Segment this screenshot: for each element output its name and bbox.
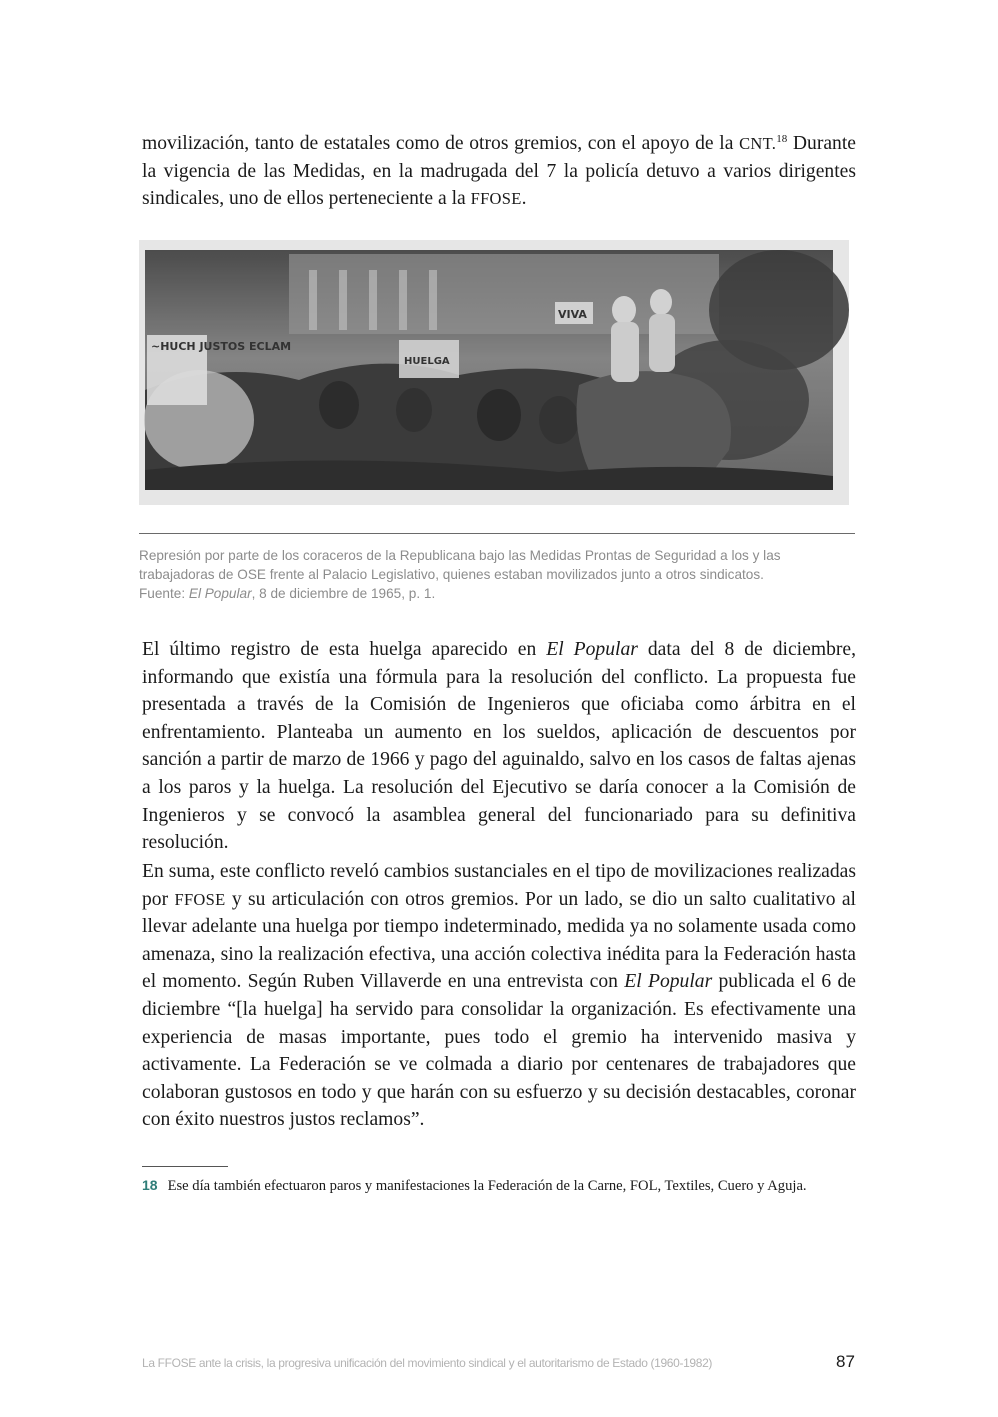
- sign-right-text: VIVA: [558, 308, 587, 321]
- sign-left-text: ~HUCH JUSTOS ECLAM: [151, 340, 292, 353]
- protest-photo: [139, 240, 849, 505]
- footnote-18: [142, 1175, 862, 1196]
- paragraph-2: En suma, este conflicto reveló cambios sustanciales en el tipo de movilizaciones realizadas por FFOSE y su articulación con otros gremios. Por un lado, se dio un salto cualitativo al llevar adelante una huelga por tiempo indeterminado, medida ya no solamente usada como amenaza, sino la realización efectiva, una acción colectiva inédita para la Federación hasta el momento. Según Ruben Villaverde en una entrevista con El Popular publicada el 6 de diciembre “[la huelga] ha servido para consolidar la organización. Es efectivamente una experiencia de masas importante, pues todo el gremio ha intervenido masiva y activamente. La Federación se ve colmada a diario por centenares de trabajadores que colaboran gustosos en todo y que harán con su esfuerzo y su decisión destacables, coronar con éxito nuestros justos reclamos”.: [142, 861, 856, 1131]
- newspaper-title: El Popular: [546, 639, 638, 660]
- sign-middle-text: HUELGA: [404, 356, 450, 367]
- caption-source-title: El Popular: [188, 586, 252, 601]
- running-footer: La FFOSE ante la crisis, la progresiva unificación del movimiento sindical y el autoritarismo de Estado (1960-1982): [142, 1356, 713, 1370]
- paragraph-1: El último registro de esta huelga aparecido en El Popular data del 8 de diciembre, informando que existía una fórmula para la resolución del conflicto. La propuesta fue presentada a través de la Comisión de Ingenieros que oficiaba como árbitra en el enfrentamiento. Planteaba un aumento en los sueldos, aplicación de descuentos por sanción a partir de marzo de 1966 y pago del aguinaldo, salvo en los casos de faltas ajenas a los paros y la huelga. La resolución del Ejecutivo se daría conocer a la Comisión de Ingenieros y se convocó la asamblea general del funcionariado para su definitiva resolución.: [142, 639, 856, 854]
- page-number: 87: [836, 1352, 855, 1371]
- footnote-number: 18: [142, 1177, 158, 1193]
- abbr-ffose: FFOSE: [174, 889, 226, 909]
- newspaper-title: El Popular: [624, 971, 713, 993]
- paragraph-continuation: movilización, tanto de estatales como de otros gremios, con el apoyo de la CNT.$^{18}$ Durante la vigencia de las Medidas, en la madrugada del 7 la policía detuvo a varios dirigentes sindicales, uno de ellos perteneciente a la FFOSE.: [142, 133, 856, 210]
- abbr-cnt: CNT.: [739, 134, 777, 153]
- caption-rule: [139, 533, 855, 534]
- footnote-rule: [142, 1166, 228, 1167]
- photo-caption: Represión por parte de los coraceros de la Republicana bajo las Medidas Prontas de Seguridad a los y las trabajadoras de OSE frente al Palacio Legislativo, quienes estaban movilizados junto a otros sindicatos. Fuente: El Popular, 8 de diciembre de 1965, p. 1.: [139, 548, 781, 601]
- abbr-ffose: FFOSE: [470, 189, 522, 209]
- footnote-reference[interactable]: 18: [776, 133, 788, 145]
- footnote-text: Ese día también efectuaron paros y manifestaciones la Federación de la Carne, FOL, Textiles, Cuero y Aguja.: [167, 1178, 807, 1194]
